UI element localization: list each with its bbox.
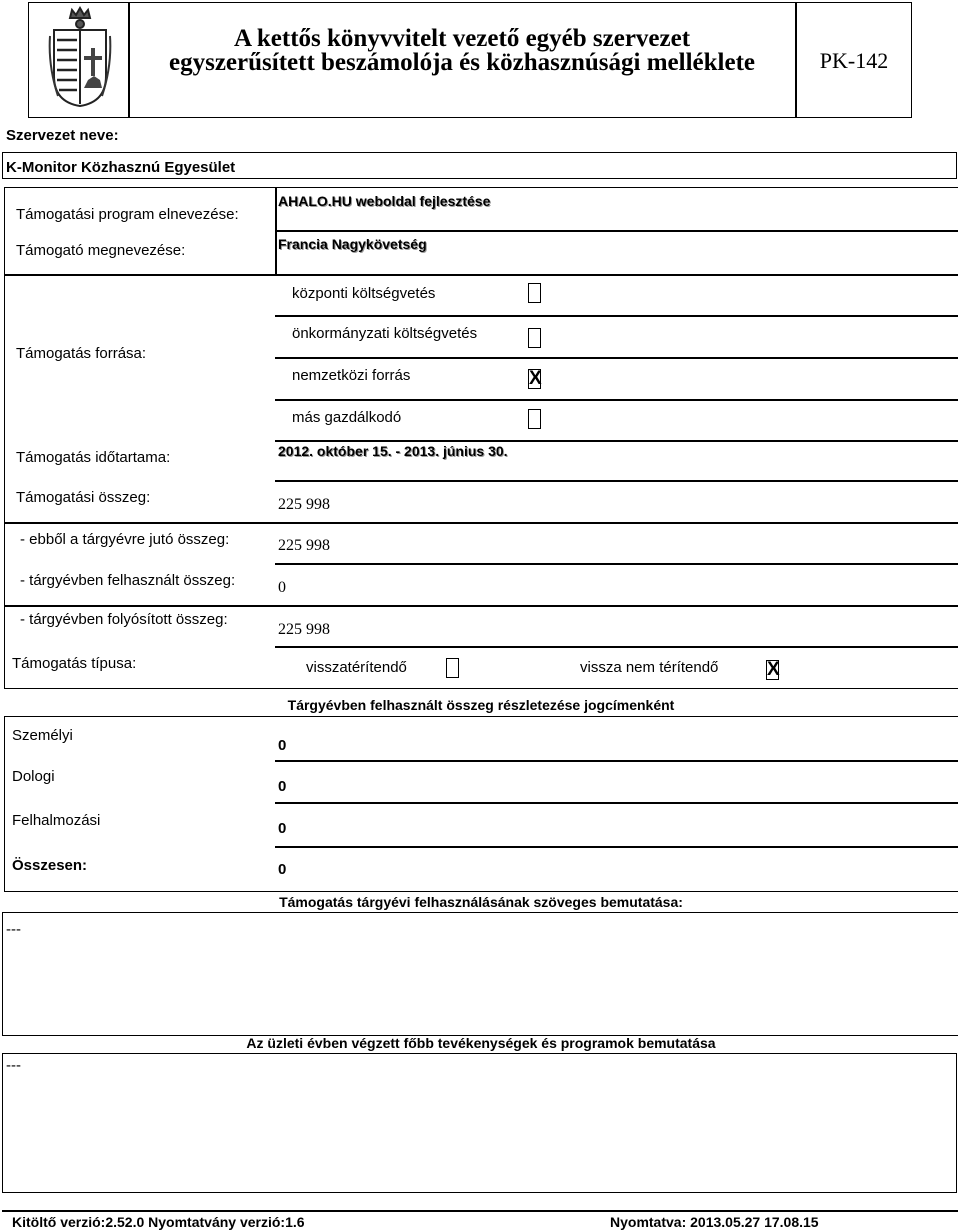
grant-type-label: Támogatás típusa: xyxy=(12,655,137,672)
type-refundable-label: visszatérítendő xyxy=(306,659,407,676)
used-amount-value[interactable]: 0 xyxy=(278,579,286,596)
breakdown-total-value[interactable]: 0 xyxy=(278,861,287,878)
source-label: Támogatás forrása: xyxy=(16,345,147,362)
breakdown-total-label: Összesen: xyxy=(12,857,88,874)
form-title-line-2: egyszerűsített beszámolója és közhasznúsági melléklete xyxy=(169,49,755,76)
usage-text-field[interactable] xyxy=(2,912,958,1036)
coat-of-arms-icon xyxy=(48,6,112,110)
source-option-municipal: önkormányzati költségvetés xyxy=(292,325,478,342)
activities-heading: Az üzleti évben végzett főbb tevékenységek és programok bemutatása xyxy=(246,1035,716,1051)
breakdown-investment-value[interactable]: 0 xyxy=(278,820,287,837)
source-option-other-business: más gazdálkodó xyxy=(292,409,402,426)
amount-value[interactable]: 225 998 xyxy=(278,496,330,513)
breakdown-table xyxy=(4,716,958,892)
source-municipal-checkbox[interactable] xyxy=(528,328,541,348)
supporter-value[interactable]: Francia Nagykövetség xyxy=(278,236,427,252)
breakdown-personnel-label: Személyi xyxy=(12,727,73,744)
type-nonrefundable-label: vissza nem térítendő xyxy=(580,659,719,676)
activities-content: --- xyxy=(6,1057,21,1074)
activities-field[interactable] xyxy=(2,1053,957,1193)
source-international-checkbox[interactable]: X xyxy=(529,368,542,389)
duration-value[interactable]: 2012. október 15. - 2013. június 30. xyxy=(278,443,508,459)
form-code: PK-142 xyxy=(819,48,889,73)
paid-amount-label: - tárgyévben folyósított összeg: xyxy=(20,611,228,628)
paid-amount-value[interactable]: 225 998 xyxy=(278,621,330,638)
breakdown-heading: Tárgyévben felhasznált összeg részletezése jogcímenként xyxy=(287,697,675,713)
form-title-line-1: A kettős könyvvitelt vezető egyéb szervezet xyxy=(233,25,691,52)
year-amount-value[interactable]: 225 998 xyxy=(278,537,330,554)
usage-text-heading: Támogatás tárgyévi felhasználásának szöveges bemutatása: xyxy=(279,894,683,910)
source-option-international: nemzetközi forrás xyxy=(292,367,411,384)
footer-versions: Kitöltő verzió:2.52.0 Nyomtatvány verzió:1.6 xyxy=(12,1214,305,1230)
breakdown-investment-label: Felhalmozási xyxy=(12,812,101,829)
program-name-value[interactable]: AHALO.HU weboldal fejlesztése xyxy=(278,193,491,209)
org-name-label: Szervezet neve: xyxy=(6,127,119,144)
breakdown-material-label: Dologi xyxy=(12,768,55,785)
program-name-label: Támogatási program elnevezése: xyxy=(16,206,239,223)
usage-text-content: --- xyxy=(6,921,21,938)
footer-printed-date: Nyomtatva: 2013.05.27 17.08.15 xyxy=(610,1214,819,1230)
breakdown-personnel-value[interactable]: 0 xyxy=(278,737,287,754)
year-amount-label: - ebből a tárgyévre jutó összeg: xyxy=(20,531,230,548)
used-amount-label: - tárgyévben felhasznált összeg: xyxy=(20,572,236,589)
duration-label: Támogatás időtartama: xyxy=(16,449,171,466)
breakdown-material-value[interactable]: 0 xyxy=(278,778,287,795)
type-refundable-checkbox[interactable] xyxy=(446,658,459,678)
amount-label: Támogatási összeg: xyxy=(16,489,151,506)
supporter-label: Támogató megnevezése: xyxy=(16,242,186,259)
source-other-business-checkbox[interactable] xyxy=(528,409,541,429)
org-name-value: K-Monitor Közhasznú Egyesület xyxy=(6,159,236,176)
source-central-checkbox[interactable] xyxy=(528,283,541,303)
source-option-central: központi költségvetés xyxy=(292,285,436,302)
type-nonrefundable-checkbox[interactable]: X xyxy=(767,659,780,680)
